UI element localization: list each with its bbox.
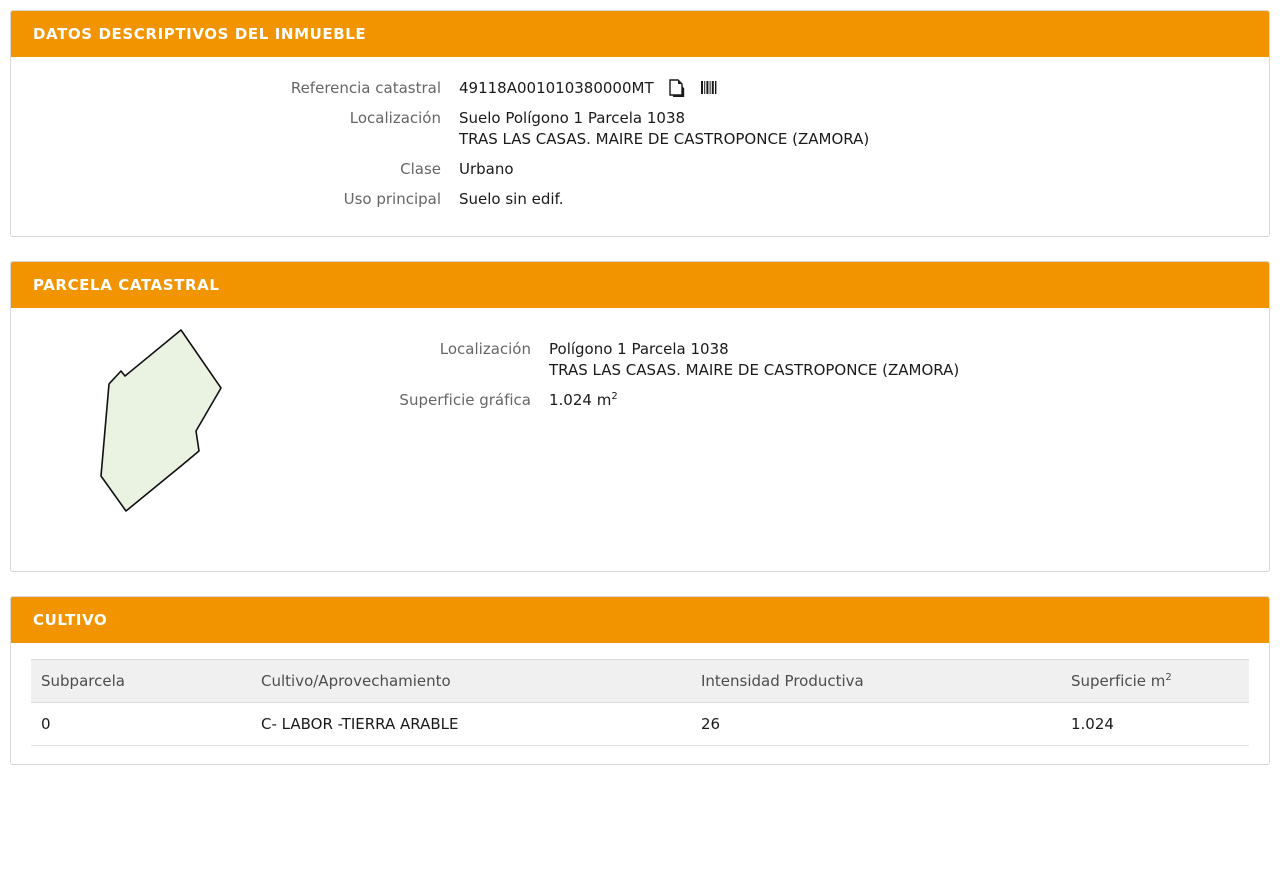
value-parcela-localizacion <box>549 334 1249 385</box>
localizacion-line-2: TRAS LAS CASAS. MAIRE DE CASTROPONCE (ZAMORA) <box>459 130 870 148</box>
value-referencia-catastral <box>459 73 1249 103</box>
field-referencia-catastral <box>31 73 1249 103</box>
parcela-fields <box>331 318 1249 415</box>
panel-title-cultivo: CULTIVO <box>11 597 1269 643</box>
label-localizacion: Localización <box>349 109 441 127</box>
panel-body-parcela-catastral <box>11 308 1269 571</box>
column-header-intensidad: Intensidad Productiva <box>691 660 1061 703</box>
parcela-kv-table <box>331 334 1249 415</box>
referencia-line <box>459 79 1249 97</box>
column-header-superficie <box>1061 660 1249 703</box>
parcela-localizacion-line-1: Polígono 1 Parcela 1038 <box>549 340 729 358</box>
panel-body-cultivo <box>11 643 1269 764</box>
field-parcela-localizacion <box>331 334 1249 385</box>
value-localizacion <box>459 103 1249 154</box>
column-header-subparcela: Subparcela <box>31 660 251 703</box>
value-clase: Urbano <box>459 160 514 178</box>
label-referencia-catastral: Referencia catastral <box>290 79 441 97</box>
cell-subparcela: 0 <box>31 703 251 746</box>
panel-cultivo <box>10 596 1270 765</box>
panel-parcela-catastral <box>10 261 1270 572</box>
label-clase: Clase <box>400 160 441 178</box>
cultivo-table-head <box>31 660 1249 703</box>
panel-datos-descriptivos <box>10 10 1270 237</box>
label-parcela-localizacion: Localización <box>439 340 531 358</box>
column-header-cultivo: Cultivo/Aprovechamiento <box>251 660 691 703</box>
parcel-outline-graphic <box>31 318 331 545</box>
datos-descriptivos-fields <box>31 73 1249 214</box>
column-header-superficie-label: Superficie m <box>1071 672 1166 690</box>
superficie-grafica-exponent: 2 <box>611 391 618 402</box>
barcode-icon[interactable] <box>699 79 719 97</box>
copy-document-icon[interactable] <box>668 79 685 97</box>
label-superficie-grafica: Superficie gráfica <box>399 391 531 409</box>
field-localizacion <box>31 103 1249 154</box>
cell-cultivo: C- LABOR -TIERRA ARABLE <box>251 703 691 746</box>
localizacion-line-1: Suelo Polígono 1 Parcela 1038 <box>459 109 686 127</box>
superficie-grafica-text: 1.024 m <box>549 391 612 409</box>
cultivo-table-body <box>31 703 1249 746</box>
panel-title-parcela-catastral: PARCELA CATASTRAL <box>11 262 1269 308</box>
field-superficie-grafica <box>331 385 1249 415</box>
cultivo-table <box>31 659 1249 746</box>
parcela-localizacion-line-2: TRAS LAS CASAS. MAIRE DE CASTROPONCE (ZAMORA) <box>549 361 960 379</box>
table-row <box>31 703 1249 746</box>
table-header-row <box>31 660 1249 703</box>
field-clase <box>31 154 1249 184</box>
referencia-catastral-text: 49118A001010380000MT <box>459 79 654 97</box>
field-uso-principal <box>31 184 1249 214</box>
cell-superficie: 1.024 <box>1061 703 1249 746</box>
cell-intensidad: 26 <box>691 703 1061 746</box>
column-header-superficie-exponent: 2 <box>1165 672 1172 683</box>
panel-title-datos-descriptivos: DATOS DESCRIPTIVOS DEL INMUEBLE <box>11 11 1269 57</box>
label-uso-principal: Uso principal <box>343 190 441 208</box>
value-superficie-grafica <box>549 385 1249 415</box>
panel-body-datos-descriptivos <box>11 57 1269 236</box>
value-uso-principal: Suelo sin edif. <box>459 190 564 208</box>
